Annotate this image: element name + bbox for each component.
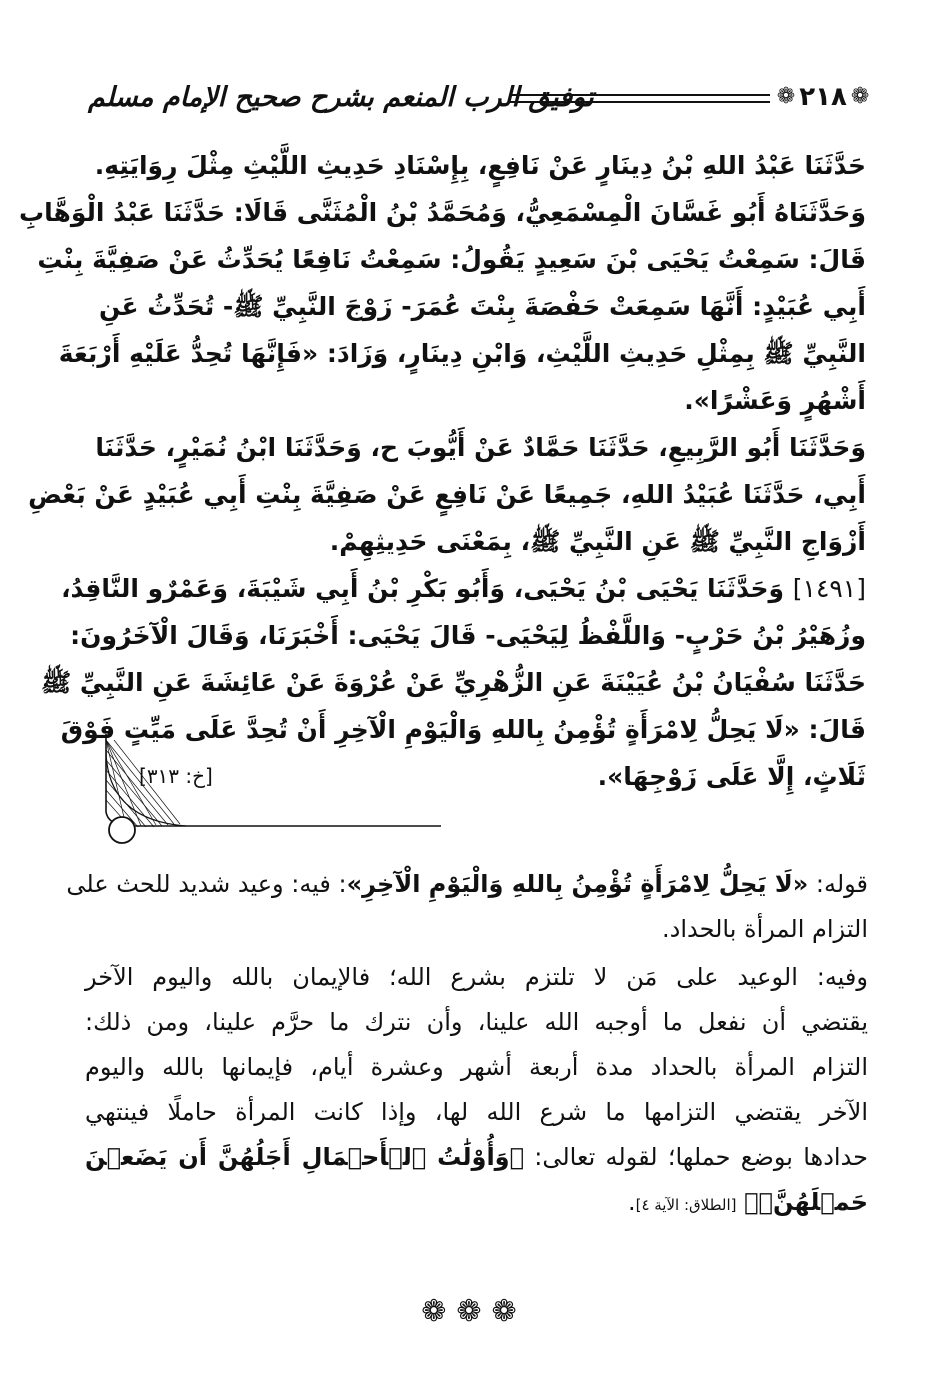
commentary-text: : فيه: وعيد شديد للحث على <box>66 870 347 898</box>
hadith-line: ثَلَاثٍ، إِلَّا عَلَى زَوْجِهَا». <box>597 762 866 791</box>
commentary-line: يقتضي أن نفعل ما أوجبه الله علينا، وأن نترك ما حرَّم علينا، ومن ذلك: <box>85 1008 868 1036</box>
commentary-line <box>85 1135 868 1180</box>
hadith-line: أَبِي، حَدَّثَنَا عُبَيْدُ اللهِ، جَمِيعًا عَنْ نَافِعٍ عَنْ صَفِيَّةَ بِنْتِ أَبِي عُبَيْدٍ عَنْ بَعْضِ <box>28 480 866 509</box>
quran-quote: ﴿وَأُوْلَٰتُ ٱلۡأَحۡمَالِ أَجَلُهُنَّ أَن يَضَعۡنَ <box>85 1143 524 1171</box>
hadith-line: قَالَ: «لَا يَحِلُّ لِامْرَأَةٍ تُؤْمِنُ بِاللهِ وَالْيَوْمِ الْآخِرِ أَنْ تُحِدَّ عَلَى مَيِّتٍ فَوْقَ <box>60 715 866 744</box>
hadith-line: النَّبِيِّ ﷺ بِمِثْلِ حَدِيثِ اللَّيْثِ، وَابْنِ دِينَارٍ، وَزَادَ: «فَإِنَّهَا تُحِدُّ عَلَيْهِ أَرْبَعَةَ <box>58 339 866 368</box>
hadith-line: قَالَ: سَمِعْتُ يَحْيَى بْنَ سَعِيدٍ يَقُولُ: سَمِعْتُ نَافِعًا يُحَدِّثُ عَنْ صَفِيَّةَ بِنْتِ <box>37 245 866 274</box>
ornament-icon: ❁ <box>776 84 796 109</box>
hadith-line: حَدَّثَنَا عَبْدُ اللهِ بْنُ دِينَارٍ عَنْ نَافِعٍ، بِإِسْنَادِ حَدِيثِ اللَّيْثِ مِثْلَ رِوَايَتِهِ. <box>94 151 866 180</box>
hadith-line: أَزْوَاجِ النَّبِيِّ ﷺ عَنِ النَّبِيِّ ﷺ، بِمَعْنَى حَدِيثِهِمْ. <box>329 527 866 556</box>
commentary-line: التزام المرأة بالحداد. <box>662 915 868 943</box>
book-title: توفيق الرب المنعم بشرح صحيح الإمام مسلم <box>88 82 594 113</box>
hadith-line: وَحَدَّثَنَا أَبُو الرَّبِيعِ، حَدَّثَنَا حَمَّادٌ عَنْ أَيُّوبَ ح، وَحَدَّثَنَا ابْنُ نُمَيْرٍ، حَدَّثَنَا <box>95 433 866 462</box>
hadith-line: حَدَّثَنَا سُفْيَانُ بْنُ عُيَيْنَةَ عَنِ الزُّهْرِيِّ عَنْ عُرْوَةَ عَنْ عَائِشَةَ عَنِ النَّبِيِّ ﷺ <box>41 668 866 697</box>
hadith-text <box>18 142 866 800</box>
footer-ornaments: ❁❁❁ <box>421 1294 527 1329</box>
quran-quote: حَمۡلَهُنَّۚ﴾ <box>744 1188 868 1216</box>
commentary-line <box>85 1180 868 1225</box>
page-number-badge <box>776 76 870 118</box>
hadith-line: وزُهَيْرُ بْنُ حَرْبٍ- وَاللَّفْظُ لِيَحْيَى- قَالَ يَحْيَى: أَخْبَرَنَا، وَقَالَ الْآخَرُونَ: <box>70 621 866 650</box>
hadith-number: [١٤٩١] <box>792 574 866 603</box>
commentary-line: وفيه: الوعيد على مَن لا تلتزم بشرع الله؛ فالإيمان بالله واليوم الآخر <box>85 963 868 991</box>
hadith-line: وَحَدَّثَنَاهُ أَبُو غَسَّانَ الْمِسْمَعِيُّ، وَمُحَمَّدُ بْنُ الْمُثَنَّى قَالَا: حَدَّثَنَا عَبْدُ الْوَهَّابِ <box>18 198 866 227</box>
commentary-text: حدادها بوضع حملها؛ لقوله تعالى: <box>524 1143 868 1171</box>
commentary <box>66 862 868 1225</box>
hadith-line-text: وَحَدَّثَنَا يَحْيَى بْنُ يَحْيَى، وَأَبُو بَكْرِ بْنُ أَبِي شَيْبَةَ، وَعَمْرٌو النَّاقِدُ، <box>61 574 785 603</box>
page-header <box>88 70 870 130</box>
quoted-hadith: «لَا يَحِلُّ لِامْرَأَةٍ تُؤْمِنُ بِاللهِ وَالْيَوْمِ الْآخِرِ» <box>346 870 809 898</box>
commentary-text: . <box>627 1188 636 1216</box>
page-number: ٢١٨ <box>799 82 847 112</box>
hadith-line-numbered <box>61 565 866 612</box>
hadith-source-ref: [خ: ٣١٣] <box>139 764 213 788</box>
hadith-line: أَبِي عُبَيْدٍ: أَنَّهَا سَمِعَتْ حَفْصَةَ بِنْتَ عُمَرَ- زَوْجَ النَّبِيِّ ﷺ- تُحَدِّثُ عَنِ <box>98 292 866 321</box>
commentary-line <box>66 862 868 907</box>
quran-reference: [الطلاق: الآية ٤] <box>635 1196 737 1214</box>
commentary-line: التزام المرأة بالحداد مدة أربعة أشهر وعشرة أيام، فإيمانها بالله واليوم <box>85 1053 868 1081</box>
commentary-text: قوله: <box>808 870 868 898</box>
corner-ornament <box>96 732 441 847</box>
commentary-line: الآخر يقتضي التزامها ما شرع الله لها، وإذا كانت المرأة حاملًا فينتهي <box>85 1098 868 1126</box>
ornament-icon: ❁ <box>850 84 870 109</box>
hadith-line: أَشْهُرٍ وَعَشْرًا». <box>684 386 866 415</box>
